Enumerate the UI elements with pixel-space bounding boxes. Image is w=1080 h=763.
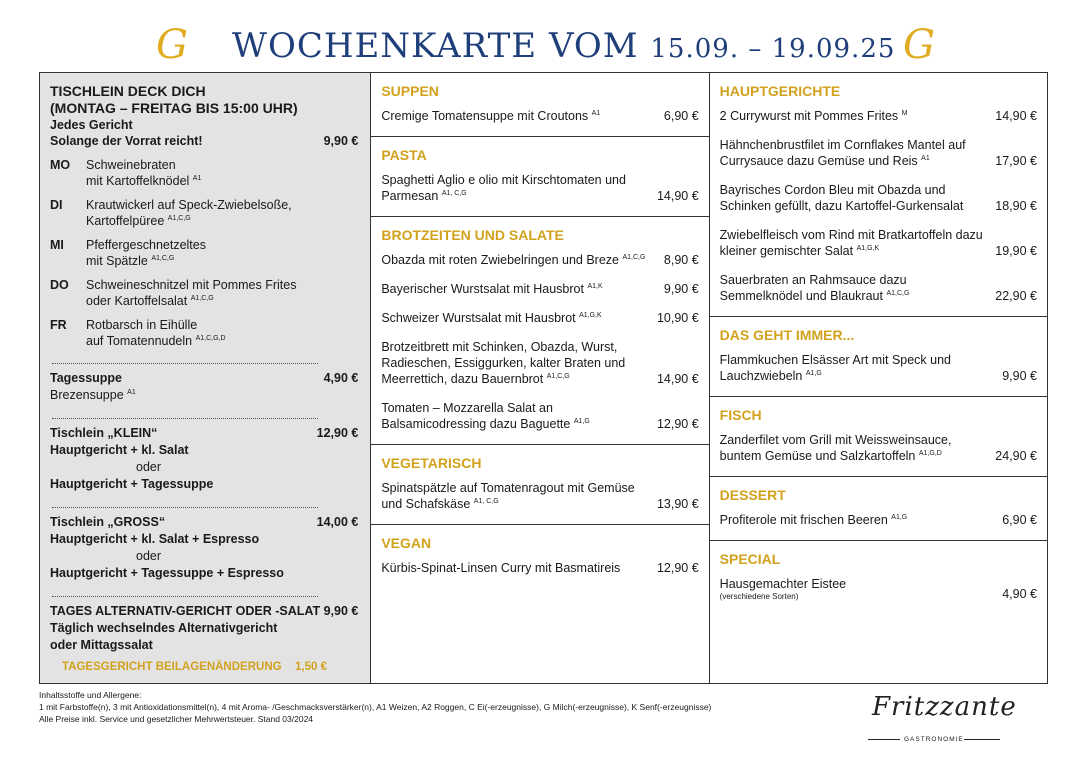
weekday-list: [50, 157, 358, 349]
klein-or: oder: [136, 460, 162, 474]
weekday-dish: [86, 277, 358, 309]
menu-item-name: Bayrisches Cordon Bleu mit Obazda und Schinken gefüllt, dazu Kartoffel-Gurkensalat: [719, 183, 964, 213]
menu-item-name-wrap: [720, 352, 1003, 384]
dotted-divider: [52, 596, 318, 597]
menu-item-name-wrap: [720, 137, 996, 169]
menu-item-name-wrap: [720, 432, 996, 464]
dish-line1: Pfeffergeschnetzeltes: [86, 238, 206, 252]
section-title: BROTZEITEN UND SALATE: [381, 227, 564, 243]
weekday-row: [50, 317, 358, 349]
weekday-label: MI: [50, 238, 64, 252]
addon-label: TAGESGERICHT BEILAGENÄNDERUNG: [62, 661, 282, 673]
menu-item-price: 9,90 €: [1002, 369, 1037, 383]
allergen-tag: A1,K: [587, 282, 603, 290]
menu-item: [381, 400, 698, 432]
menu-item-price: 19,90 €: [995, 244, 1037, 258]
daily-sub1: Jedes Gericht: [50, 118, 133, 132]
menu-item-price: 8,90 €: [663, 253, 699, 267]
menu-item-name: Hausgemachter Eistee: [719, 577, 847, 591]
klein-line2: Hauptgericht + Tagessuppe: [50, 477, 214, 491]
menu-item: [720, 432, 1037, 464]
footer-heading: Inhaltsstoffe und Allergene:: [39, 690, 142, 700]
dish-line2: mit Spätzle: [86, 254, 148, 268]
menu-item: [720, 272, 1037, 304]
menu-item-price: 6,90 €: [1002, 513, 1037, 527]
menu-section: [710, 541, 1047, 614]
allergen-tag: A1,G,D: [918, 449, 942, 457]
allergen-tag: A1,G: [805, 369, 822, 377]
menu-column-right: [710, 73, 1047, 683]
addon-row: [62, 661, 327, 673]
alt-price: 9,90 €: [323, 604, 359, 618]
menu-item-name: Spinatspätzle auf Tomatenragout mit Gemüse und Schafskäse: [381, 481, 635, 511]
menu-item-price: 10,90 €: [656, 311, 699, 325]
menu-section: [371, 525, 708, 588]
footer-allergens: 1 mit Farbstoffe(n), 3 mit Antioxidationsmittel(n), 4 mit Aroma- /Geschmacksverstärker(n), A1 Weizen, A2 Roggen, C Ei(-erzeugnisse), G Milch(-erzeugnisse), K Senf(-erzeugnisse): [39, 702, 712, 712]
gross-line1: Hauptgericht + kl. Salat + Espresso: [50, 532, 260, 546]
alt-title: TAGES ALTERNATIV-GERICHT ODER -SALAT: [50, 604, 321, 618]
menu-section: [371, 445, 708, 525]
allergen-tag: A1: [591, 109, 601, 117]
dish-line1: Schweineschnitzel mit Pommes Frites: [86, 278, 297, 292]
menu-item-name: Sauerbraten an Rahmsauce dazu Semmelknödel und Blaukraut: [719, 273, 907, 303]
menu-item-price: 22,90 €: [995, 289, 1037, 303]
alt-line2: oder Mittagssalat: [50, 638, 153, 652]
menu-item-price: 14,90 €: [656, 189, 699, 203]
weekday-dish: [86, 157, 358, 189]
menu-item-name-wrap: [381, 560, 657, 576]
menu-item-name-wrap: [381, 172, 657, 204]
menu-item: [720, 227, 1037, 259]
menu-section: [710, 477, 1047, 541]
menu-item-price: 18,90 €: [995, 199, 1037, 213]
addon-price: 1,50 €: [295, 661, 327, 673]
menu-item: [720, 576, 1037, 602]
weekday-dish: [86, 197, 358, 229]
dish-line2: oder Kartoffelsalat: [86, 294, 188, 308]
section-title: SUPPEN: [381, 83, 439, 99]
klein-title: Tischlein „KLEIN“: [50, 426, 158, 440]
menu-item-name: Hähnchenbrustfilet im Cornflakes Mantel auf Currysauce dazu Gemüse und Reis: [719, 138, 966, 168]
menu-item-name: Cremige Tomatensuppe mit Croutons: [381, 109, 589, 123]
svg-text:G: G: [903, 22, 935, 66]
menu-item-price: 13,90 €: [656, 497, 699, 511]
menu-item-name: Brotzeitbrett mit Schinken, Obazda, Wurst, Radieschen, Essiggurken, kalter Braten und Meerrettich, dazu Bauernbrot: [381, 340, 626, 386]
section-title: HAUPTGERICHTE: [719, 83, 841, 99]
menu-item: [720, 137, 1037, 169]
gross-block: [50, 514, 358, 582]
section-title: PASTA: [381, 147, 427, 163]
menu-item-name: 2 Currywurst mit Pommes Frites: [719, 109, 899, 123]
menu-item: [381, 480, 698, 512]
menu-item: [720, 182, 1037, 214]
allergen-tag: A1,G,K: [579, 311, 602, 319]
brand-rule: [964, 739, 1000, 740]
section-title: VEGETARISCH: [381, 455, 482, 471]
allergen-tag: A1: [127, 388, 136, 396]
section-title: FISCH: [719, 407, 762, 423]
brand-sub: GASTRONOMIE: [904, 736, 964, 743]
menu-item-name: Spaghetti Aglio e olio mit Kirschtomaten und Parmesan: [381, 173, 626, 203]
menu-item-name: Zanderfilet vom Grill mit Weissweinsauce, buntem Gemüse und Salzkartoffeln: [719, 433, 952, 463]
menu-item-name-wrap: [381, 339, 657, 387]
menu-section: [371, 137, 708, 217]
menu-item-name-wrap: [381, 108, 664, 124]
weekday-dish: [86, 237, 358, 269]
allergen-tag: A1,C,G: [886, 289, 910, 297]
gross-price: 14,00 €: [316, 515, 359, 529]
soup-title: Tagessuppe: [50, 371, 123, 385]
daily-sub2-row: [50, 133, 358, 149]
menu-item: [381, 172, 698, 204]
gross-or: oder: [136, 549, 162, 563]
menu-item-name-wrap: [720, 182, 996, 214]
menu-section: [710, 73, 1047, 317]
menu-item: [381, 108, 698, 124]
allergen-tag: A1,G: [891, 513, 908, 521]
menu-item-price: 6,90 €: [663, 109, 699, 123]
menu-item: [720, 352, 1037, 384]
section-title: DAS GEHT IMMER...: [719, 327, 855, 343]
weekday-row: [50, 237, 358, 269]
menu-item-price: 14,90 €: [656, 372, 699, 386]
soup-item: Brezensuppe: [50, 388, 124, 402]
dotted-divider: [52, 507, 318, 508]
dish-line1: Rotbarsch in Eihülle: [86, 318, 198, 332]
brand-name: Fritzzante: [872, 692, 1017, 722]
footer-prices-note: Alle Preise inkl. Service und gesetzlicher Mehrwertsteuer. Stand 03/2024: [39, 714, 314, 724]
daily-menu-panel: [40, 73, 371, 683]
dish-line2: mit Kartoffelknödel: [86, 174, 190, 188]
weekday-label: MO: [50, 158, 71, 172]
klein-price: 12,90 €: [316, 426, 359, 440]
menu-item: [720, 512, 1037, 528]
allergen-tag: A1,G: [573, 417, 590, 425]
dish-line2: Kartoffelpüree: [86, 214, 165, 228]
menu-item-note: (verschiedene Sorten): [719, 592, 799, 601]
weekday-label: DO: [50, 278, 69, 292]
menu-item: [381, 252, 698, 268]
menu-item-price: 14,90 €: [995, 109, 1037, 123]
menu-item-name: Profiterole mit frischen Beeren: [719, 513, 888, 527]
allergen-tag: A1, C,G: [473, 497, 499, 505]
menu-grid: [39, 72, 1048, 684]
alt-line1: Täglich wechselndes Alternativgericht: [50, 621, 278, 635]
daily-price: 9,90 €: [323, 134, 359, 148]
klein-line1: Hauptgericht + kl. Salat: [50, 443, 189, 457]
klein-block: [50, 425, 358, 493]
menu-item-name: Tomaten – Mozzarella Salat an Balsamicodressing dazu Baguette: [381, 401, 571, 431]
menu-item-name-wrap: [720, 576, 1003, 602]
allergen-footer: [39, 689, 839, 725]
menu-item-name-wrap: [381, 310, 657, 326]
menu-item: [381, 310, 698, 326]
menu-item-name: Zwiebelfleisch vom Rind mit Bratkartoffeln dazu kleiner gemischter Salat: [719, 228, 983, 258]
menu-item: [381, 339, 698, 387]
allergen-tag: A1: [192, 174, 202, 182]
dish-line1: Krautwickerl auf Speck-Zwiebelsoße,: [86, 198, 292, 212]
gross-line2: Hauptgericht + Tagessuppe + Espresso: [50, 566, 284, 580]
menu-item: [381, 281, 698, 297]
menu-item-price: 12,90 €: [656, 561, 699, 575]
section-title: DESSERT: [719, 487, 786, 503]
menu-item: [720, 108, 1037, 124]
weekday-label: FR: [50, 318, 67, 332]
brand-rule: [868, 739, 900, 740]
weekday-row: [50, 277, 358, 309]
allergen-tag: A1,C,G: [546, 372, 570, 380]
daily-heading: TISCHLEIN DECK DICH: [50, 83, 206, 99]
svg-text:G: G: [156, 22, 188, 66]
weekday-row: [50, 197, 358, 229]
daily-hours: (MONTAG – FREITAG BIS 15:00 UHR): [50, 100, 298, 116]
menu-item-name-wrap: [720, 227, 996, 259]
g-monogram-icon: [152, 22, 192, 66]
daily-sub2: Solange der Vorrat reicht!: [50, 134, 203, 148]
menu-item-name-wrap: [381, 281, 664, 297]
menu-item-price: 24,90 €: [995, 449, 1037, 463]
allergen-tag: A1,C,G,D: [195, 334, 226, 342]
menu-item: [381, 560, 698, 576]
menu-item-price: 9,90 €: [663, 282, 699, 296]
allergen-tag: A1,C,G: [190, 294, 214, 302]
allergen-tag: A1,C,G: [622, 253, 646, 261]
allergen-tag: A1, C,G: [441, 189, 467, 197]
menu-item-price: 17,90 €: [995, 154, 1037, 168]
page-title: [232, 26, 895, 66]
menu-section: [371, 73, 708, 137]
menu-item-name-wrap: [381, 400, 657, 432]
menu-item-name-wrap: [381, 252, 664, 268]
dish-line1: Schweinebraten: [86, 158, 176, 172]
dotted-divider: [52, 418, 318, 419]
menu-item-name: Bayerischer Wurstsalat mit Hausbrot: [381, 282, 584, 296]
menu-item-name: Schweizer Wurstsalat mit Hausbrot: [381, 311, 576, 325]
header: [0, 22, 1080, 70]
menu-item-name: Kürbis-Spinat-Linsen Curry mit Basmatireis: [381, 561, 621, 575]
gross-title: Tischlein „GROSS“: [50, 515, 166, 529]
menu-item-price: 12,90 €: [656, 417, 699, 431]
g-monogram-icon: [899, 22, 939, 66]
allergen-tag: M: [901, 109, 908, 117]
allergen-tag: A1,C,G: [151, 254, 175, 262]
section-title: SPECIAL: [719, 551, 781, 567]
dotted-divider: [52, 363, 318, 364]
dish-line2: auf Tomatennudeln: [86, 334, 193, 348]
title-main: WOCHENKARTE VOM: [232, 26, 651, 66]
menu-item-name-wrap: [720, 108, 996, 124]
menu-item-name: Obazda mit roten Zwiebelringen und Breze: [381, 253, 619, 267]
section-title: VEGAN: [381, 535, 432, 551]
weekday-row: [50, 157, 358, 189]
menu-column-middle: [371, 73, 709, 683]
weekday-dish: [86, 317, 358, 349]
menu-item-name-wrap: [720, 512, 1003, 528]
weekday-label: DI: [50, 198, 63, 212]
alt-block: [50, 603, 358, 654]
allergen-tag: A1: [921, 154, 930, 162]
menu-section: [710, 317, 1047, 397]
menu-item-name-wrap: [720, 272, 996, 304]
soup-price: 4,90 €: [323, 371, 359, 385]
menu-item-name: Flammkuchen Elsässer Art mit Speck und Lauchzwiebeln: [719, 353, 952, 383]
soup-block: [50, 370, 358, 404]
allergen-tag: A1,G,K: [856, 244, 880, 252]
menu-section: [710, 397, 1047, 477]
menu-item-price: 4,90 €: [1002, 587, 1037, 601]
menu-item-name-wrap: [381, 480, 657, 512]
title-range: 15.09. – 19.09.25: [650, 34, 896, 64]
brand-logo: [866, 690, 1017, 750]
allergen-tag: A1,C,G: [167, 214, 191, 222]
menu-section: [371, 217, 708, 445]
